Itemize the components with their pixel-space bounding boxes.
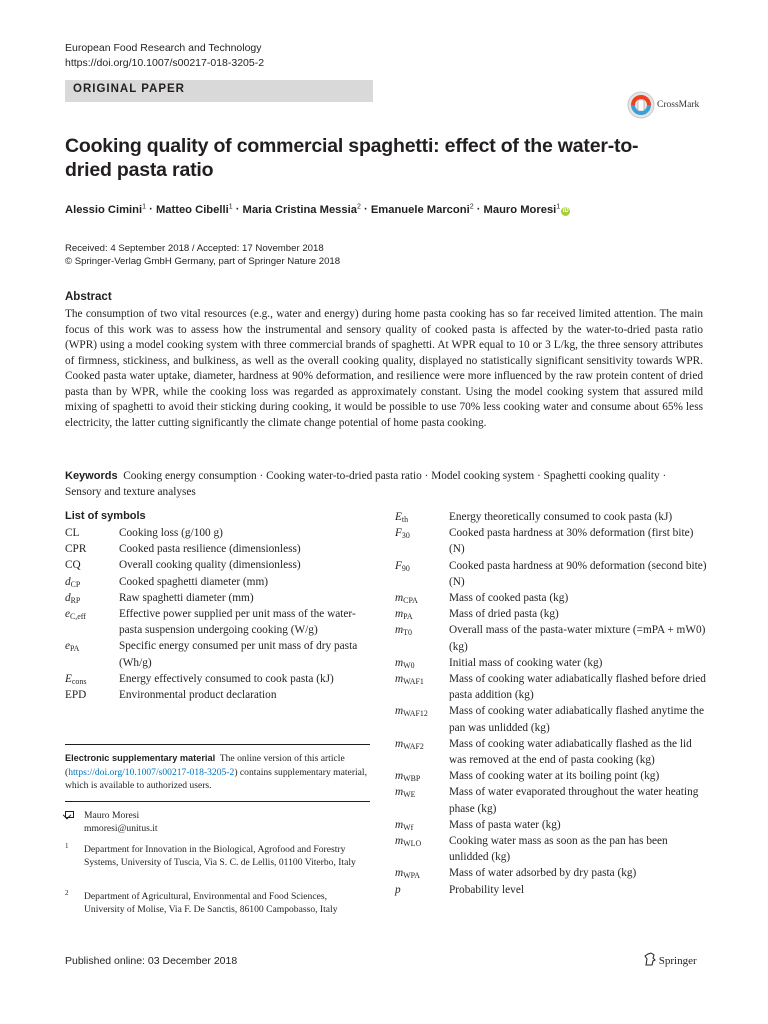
symbol-row (65, 590, 370, 606)
symbol-description: Mass of cooked pasta (kg) (449, 592, 569, 605)
symbol-description: Cooking water mass as soon as the pan has been unlidded (kg) (449, 835, 668, 864)
symbol-row (395, 817, 708, 833)
symbol-row (65, 574, 370, 590)
esm-note: Electronic supplementary material The online version of this article (https://doi.org/10.1007/s00217-018-3205-2) contains supplementary material, which is available to authorized users. (65, 753, 367, 791)
springer-horse-icon (644, 952, 656, 966)
symbol-description: Mass of cooking water adiabatically flashed as the lid was removed at the end of pasta cooking (kg) (449, 737, 692, 767)
keywords-text: Cooking energy consumption · Cooking water-to-dried pasta ratio · Model cooking system · Spaghetti cooking quality · Sensory and texture analyses (65, 470, 667, 498)
published-date: Published online: 03 December 2018 (65, 955, 238, 967)
symbol-row (395, 655, 708, 671)
keywords-label: Keywords (65, 470, 118, 482)
symbol-description: Probability level (449, 883, 524, 896)
symbol-row (395, 606, 708, 622)
author[interactable]: Emanuele Marconi$^2$ (370, 203, 474, 216)
symbol: CPR (65, 543, 87, 556)
symbol-row (395, 525, 708, 557)
affiliation-1 (65, 843, 370, 883)
symbol: $m_{CPA}$ (395, 592, 418, 606)
author[interactable]: Mauro Moresi$^1$ (483, 203, 561, 216)
crossmark-label: CrossMark (657, 100, 700, 110)
symbol: $e_{C,eff}$ (65, 608, 86, 622)
symbol-row (395, 509, 708, 525)
copyright: © Springer-Verlag GmbH Germany, part of Springer Nature 2018 (65, 256, 341, 267)
symbol-row (65, 525, 370, 541)
footnote-rule-2 (65, 801, 370, 802)
contact-email[interactable]: mmoresi@unitus.it (84, 823, 158, 835)
symbol-description: Initial mass of cooking water (kg) (449, 656, 603, 669)
symbol-description: Effective power supplied per unit mass of the water-pasta suspension undergoing cooking (W/g) (119, 608, 356, 637)
symbol-description: Cooked spaghetti diameter (mm) (119, 575, 269, 588)
symbol: $d_{RP}$ (65, 591, 81, 605)
contact-name: Mauro Moresi (84, 810, 140, 821)
article-type-banner (65, 80, 373, 102)
symbol-row (395, 703, 708, 735)
symbol-row (395, 590, 708, 606)
symbol: $m_{W0}$ (395, 656, 415, 670)
symbol-row (65, 557, 370, 573)
affiliation-text: Department of Agricultural, Environmental and Food Sciences, University of Molise, Via F. De Sanctis, 86100 Campobasso, Italy (84, 891, 338, 916)
symbol: $m_{Wf}$ (395, 818, 414, 832)
symbol-description: Mass of pasta water (kg) (449, 818, 561, 831)
article-doi[interactable]: https://doi.org/10.1007/s00217-018-3205-2 (65, 57, 265, 69)
abstract-text: The consumption of two vital resources (e.g., water and energy) during home pasta cooking has so far received limited attention. The main focus of this work was to assess how the instrumental and sensory quality of cooked pasta is affected by the water-to-dried pasta ratio (WPR) using a model cooking system with three commercial brands of spaghetti. At WPR equal to 10 or 3 L/kg, the three sensory attributes of firmness, stickiness, and bulkiness, as well as the overall cooking quality, displayed no statistically significant sensitivity towards WPR. Cooked pasta water uptake, diameter, hardness at 90% deformation, and resilience were more influenced by the raw protein content of dried pasta than by WPR, while the cooking loss was regarded as approximately constant. Using the model cooking system that assured mild mixing of spaghetti to avoid their sticking during cooking, it would be possible to use 70% less cooking water and consume about 65% less electricity, the latter cutting significantly the climate change potential of home pasta cooking. (65, 308, 703, 429)
symbol-row (395, 671, 708, 703)
symbol-row (395, 865, 708, 881)
symbol: EPD (65, 689, 87, 702)
symbol: $E_{th}$ (395, 511, 409, 524)
symbol: p (395, 883, 401, 896)
symbol: CL (65, 527, 80, 539)
symbol-description: Environmental product declaration (119, 689, 277, 702)
symbol-description: Overall mass of the pasta-water mixture (=mPA + mW0) (kg) (449, 624, 706, 653)
symbol-row (65, 638, 370, 670)
author[interactable]: Alessio Cimini$^1$ (65, 203, 146, 216)
symbol-row (395, 833, 708, 865)
symbol-description: Energy effectively consumed to cook pasta (kJ) (119, 672, 334, 685)
symbols-left-column (65, 525, 370, 703)
footnote-rule (65, 744, 370, 745)
keywords (65, 469, 703, 500)
symbol-description: Mass of water adsorbed by dry pasta (kg) (449, 867, 637, 880)
crossmark-icon (627, 91, 655, 119)
envelope-icon (65, 811, 74, 818)
journal-name: European Food Research and Technology (65, 42, 262, 54)
affiliation-text: Department for Innovation in the Biological, Agrofood and Forestry Systems, University of Tuscia, Via S. C. de Lellis, 01100 Viterbo, Italy (84, 844, 356, 869)
symbol-description: Mass of cooking water at its boiling point (kg) (449, 770, 660, 783)
author[interactable]: Maria Cristina Messia$^2$ (242, 203, 361, 216)
symbol-description: Mass of dried pasta (kg) (449, 608, 559, 621)
affiliation-number: 1 (65, 842, 69, 850)
symbol-row (395, 784, 708, 816)
symbol: $d_{CP}$ (65, 575, 81, 589)
symbol: $e_{PA}$ (65, 640, 80, 654)
corresponding-author (65, 809, 370, 835)
affiliation-2 (65, 890, 370, 930)
symbol-description: Mass of water evaporated throughout the water heating phase (kg) (449, 786, 699, 815)
author-list: Alessio Cimini$^1$ · Matteo Cibelli$^1$ · Maria Cristina Messia$^2$ · Emanuele Marconi$^2$ · Mauro Moresi$^1$iD (65, 203, 569, 216)
symbol: $m_{PA}$ (395, 608, 413, 622)
affiliation-number: 2 (65, 889, 69, 897)
symbol: $m_{WAF12}$ (395, 705, 428, 719)
springer-label: Springer (658, 955, 697, 967)
symbol-row (65, 687, 370, 703)
esm-link[interactable]: https://doi.org/10.1007/s00217-018-3205-2 (68, 766, 235, 778)
symbol-row (395, 558, 708, 590)
crossmark-badge[interactable] (627, 91, 705, 123)
author[interactable]: Matteo Cibelli$^1$ (155, 203, 233, 216)
symbol-description: Mass of cooking water adiabatically flashed anytime the pan was unlidded (kg) (449, 705, 705, 734)
symbol: $m_{WLO}$ (395, 835, 422, 849)
symbol-row (395, 736, 708, 768)
symbol-description: Cooked pasta resilience (dimensionless) (119, 543, 301, 556)
orcid-icon[interactable]: iD (562, 207, 569, 214)
symbol-description: Cooked pasta hardness at 30% deformation (first bite) (N) (449, 527, 694, 556)
article-type-label: ORIGINAL PAPER (73, 83, 185, 95)
symbol-row (395, 768, 708, 784)
received-accepted: Received: 4 September 2018 / Accepted: 17 November 2018 (65, 243, 324, 254)
symbol-description: Specific energy consumed per unit mass of dry pasta (Wh/g) (119, 640, 358, 669)
symbol: $m_{WAF1}$ (395, 673, 424, 687)
symbol-description: Cooked pasta hardness at 90% deformation (second bite) (N) (449, 559, 707, 588)
springer-logo (644, 952, 697, 967)
symbol-description: Overall cooking quality (dimensionless) (119, 559, 301, 572)
journal-header (65, 41, 264, 71)
symbol: CQ (65, 559, 81, 572)
symbol-description: Energy theoretically consumed to cook pasta (kJ) (449, 511, 673, 523)
symbols-right-column (395, 509, 708, 898)
symbol-row (65, 671, 370, 687)
symbol: $m_{WAF2}$ (395, 737, 424, 751)
symbol-row (395, 622, 708, 654)
symbol: $m_{WPA}$ (395, 867, 421, 881)
esm-label: Electronic supplementary material (65, 753, 216, 763)
abstract-heading: Abstract (65, 291, 112, 303)
symbol: $m_{WBP}$ (395, 770, 421, 784)
symbol-row (65, 606, 370, 638)
symbol-row (65, 541, 370, 557)
symbol: $F_{90}$ (395, 559, 410, 573)
symbol-row (395, 882, 708, 898)
symbol: $m_{T0}$ (395, 624, 412, 638)
paper-title: Cooking quality of commercial spaghetti: effect of the water-to-dried pasta ratio (65, 135, 639, 181)
symbol-description: Cooking loss (g/100 g) (119, 527, 223, 539)
article-dates (65, 242, 340, 268)
symbol-description: Raw spaghetti diameter (mm) (119, 591, 254, 604)
symbols-heading: List of symbols (65, 510, 146, 522)
symbol: $E_{cons}$ (65, 672, 87, 686)
symbol: $F_{30}$ (395, 527, 410, 541)
symbol-description: Mass of cooking water adiabatically flashed before dried pasta addition (kg) (449, 673, 706, 702)
symbol: $m_{WE}$ (395, 786, 416, 800)
